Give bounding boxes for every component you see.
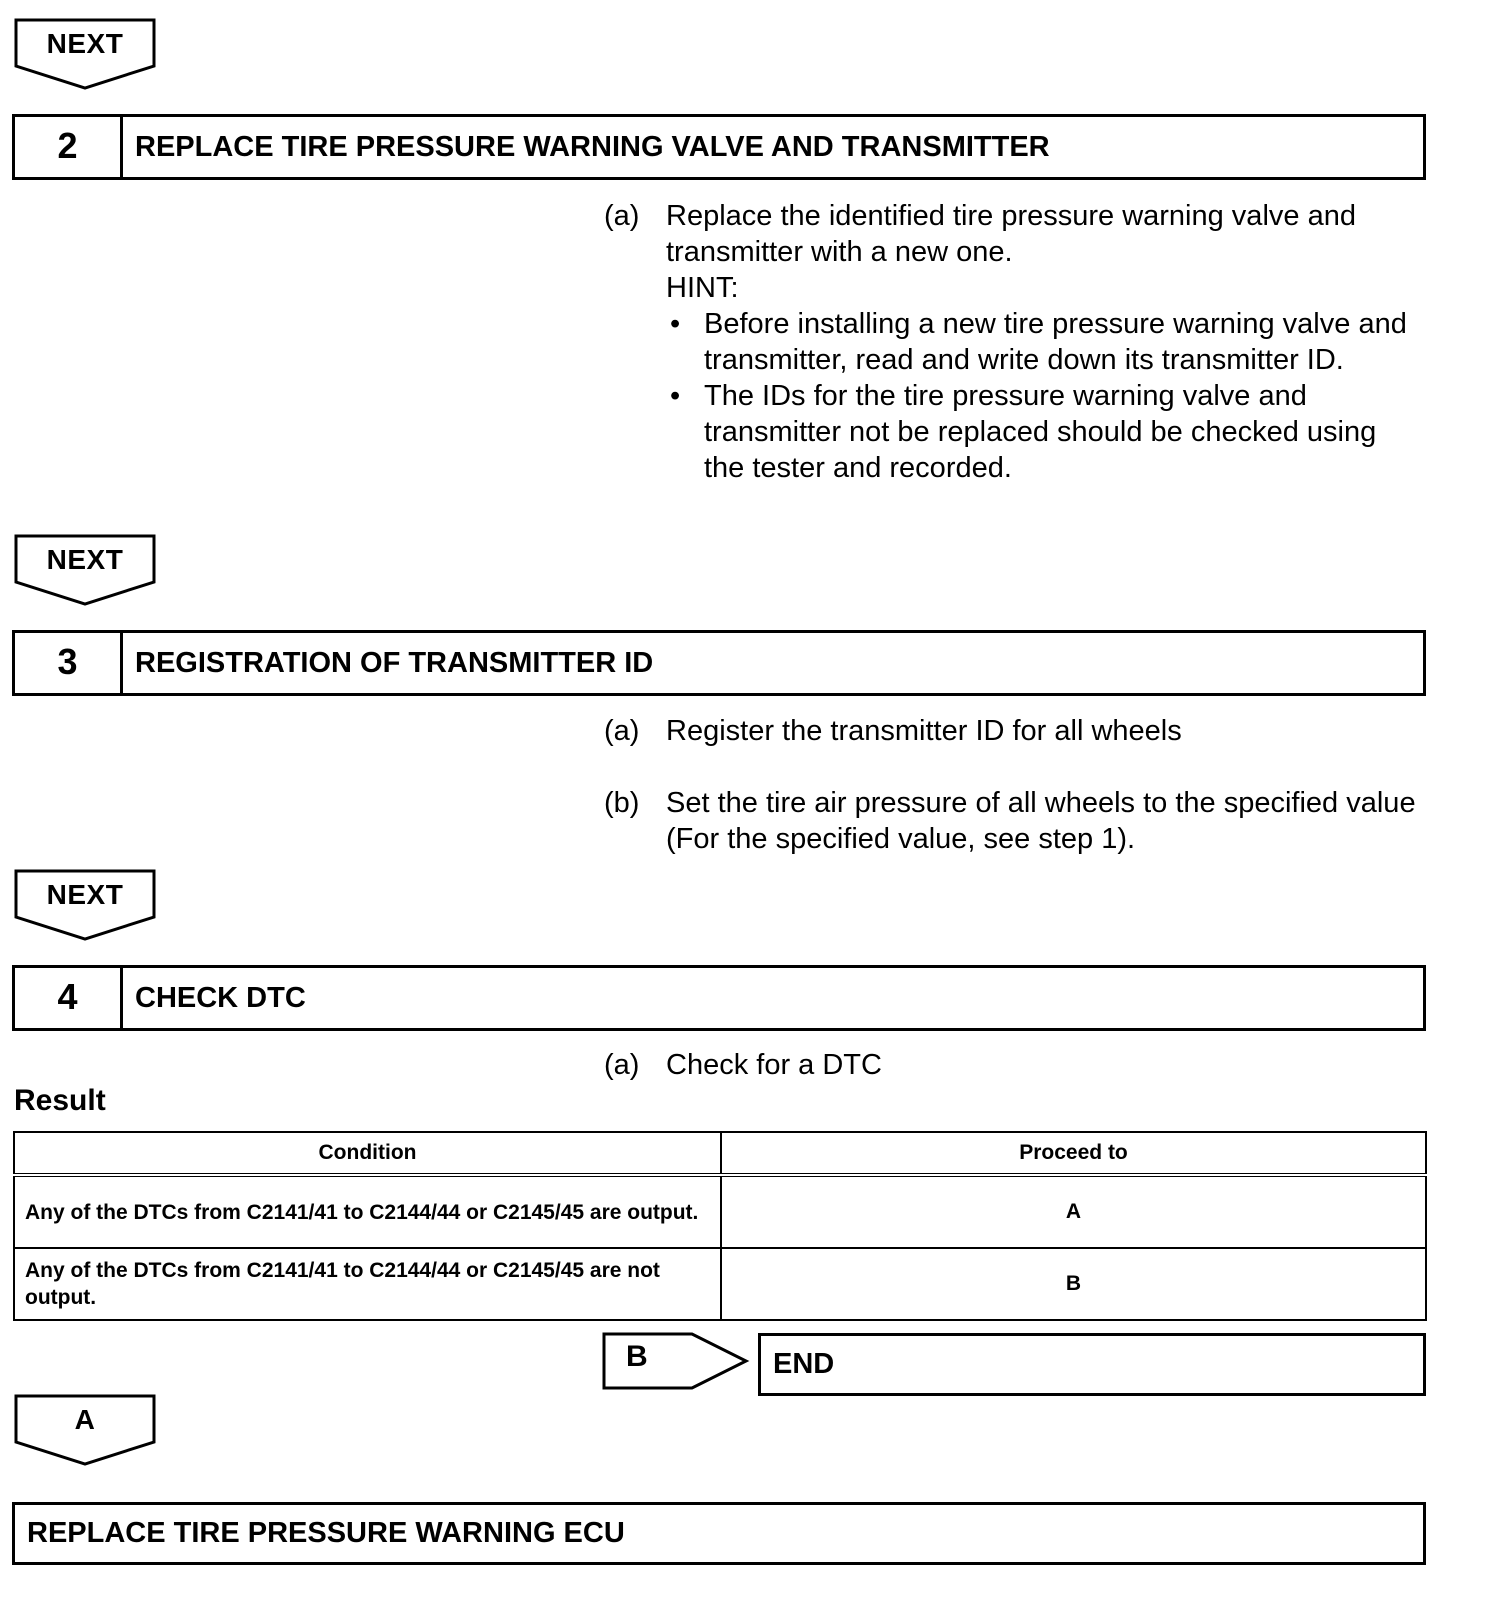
final-step-box: REPLACE TIRE PRESSURE WARNING ECU <box>12 1502 1426 1565</box>
step-2-title: REPLACE TIRE PRESSURE WARNING VALVE AND TRANSMITTER <box>135 131 1050 163</box>
right-arrow-icon <box>602 1332 750 1390</box>
next-arrow-3 <box>14 869 156 941</box>
step-3-title: REGISTRATION OF TRANSMITTER ID <box>135 647 654 679</box>
result-heading: Result <box>14 1084 106 1117</box>
next-label: NEXT <box>46 544 124 575</box>
column-header-condition: Condition <box>14 1132 721 1175</box>
hint-bullet: • Before installing a new tire pressure warning valve and transmitter, read and write down its transmitter ID. <box>670 308 1407 376</box>
result-table <box>13 1131 1427 1321</box>
step-4-number: 4 <box>15 968 123 1028</box>
proceed-cell: B <box>721 1248 1426 1320</box>
bullet-icon: • <box>670 380 681 412</box>
step-3-item-b <box>604 785 1424 857</box>
hint-list <box>666 306 1424 486</box>
next-arrow-2 <box>14 534 156 606</box>
next-arrow-1 <box>14 18 156 90</box>
item-label: (b) <box>604 787 640 819</box>
condition-cell: Any of the DTCs from C2141/41 to C2144/44 or C2145/45 are output. <box>14 1175 721 1248</box>
item-text: Replace the identified tire pressure warning valve and transmitter with a new one. <box>666 200 1356 268</box>
item-text: Check for a DTC <box>666 1049 882 1081</box>
hint-bullet: • The IDs for the tire pressure warning valve and transmitter not be replaced should be checked using the tester and recorded. <box>670 380 1377 484</box>
step-2-item-a <box>604 198 1424 486</box>
item-label: (a) <box>604 715 640 747</box>
step-3-item-a <box>604 713 1424 749</box>
item-label: (a) <box>604 1049 640 1081</box>
table-header-row <box>14 1132 1426 1175</box>
proceed-cell: A <box>721 1175 1426 1248</box>
item-text: Set the tire air pressure of all wheels to the specified value (For the specified value, see step 1). <box>666 787 1416 855</box>
hint-label: HINT: <box>666 272 739 304</box>
column-header-proceed: Proceed to <box>721 1132 1426 1175</box>
next-label: NEXT <box>46 879 124 910</box>
end-box: END <box>758 1333 1426 1396</box>
step-4-item-a <box>604 1047 1424 1083</box>
condition-cell: Any of the DTCs from C2141/41 to C2144/44 or C2145/45 are not output. <box>14 1248 721 1320</box>
step-4-title: CHECK DTC <box>135 982 306 1014</box>
step-3-number: 3 <box>15 633 123 693</box>
step-2-number: 2 <box>15 117 123 177</box>
item-text: Register the transmitter ID for all wheels <box>666 715 1182 747</box>
bullet-icon: • <box>670 308 681 340</box>
step-3-header <box>12 630 1426 696</box>
next-label: NEXT <box>46 28 124 59</box>
item-label: (a) <box>604 200 640 232</box>
step-2-header <box>12 114 1426 180</box>
branch-a-arrow <box>14 1394 156 1466</box>
table-row <box>14 1248 1426 1320</box>
table-row <box>14 1175 1426 1248</box>
step-4-header <box>12 965 1426 1031</box>
branch-b-arrow <box>602 1332 750 1390</box>
branch-b-label: B <box>626 1340 648 1373</box>
branch-a-label: A <box>74 1404 96 1435</box>
